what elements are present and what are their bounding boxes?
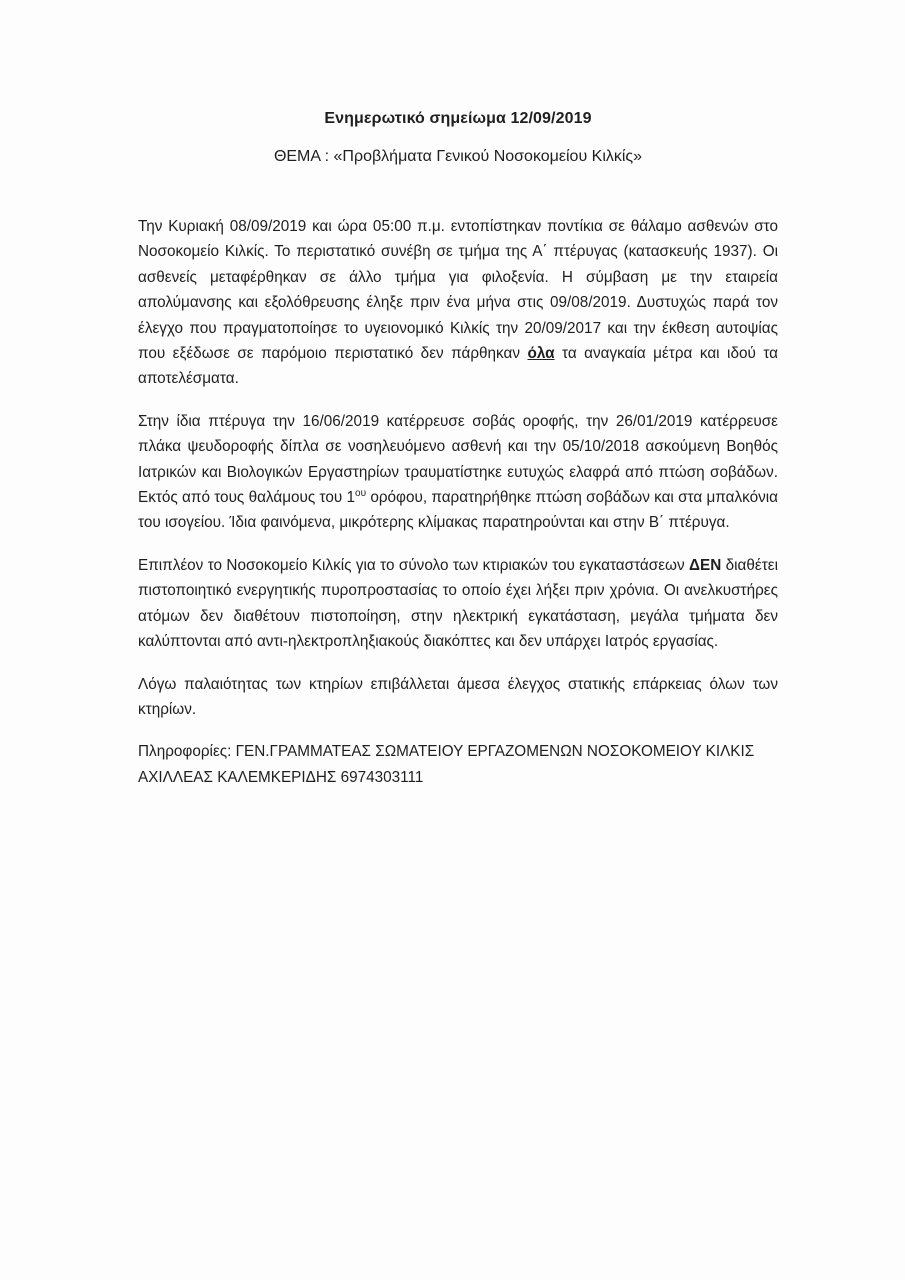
info-line-contact: ΑΧΙΛΛΕΑΣ ΚΑΛΕΜΚΕΡΙΔΗΣ 6974303111 <box>138 768 424 786</box>
paragraph-rodents <box>138 214 778 392</box>
document-subject: ΘΕΜΑ : «Προβλήματα Γενικού Νοσοκομείου Κιλκίς» <box>273 148 643 165</box>
document-title: Ενημερωτικό σημείωμα 12/09/2019 <box>324 110 592 127</box>
info-line-title: Πληροφορίες: ΓΕΝ.ΓΡΑΜΜΑΤΕΑΣ ΣΩΜΑΤΕΙΟΥ ΕΡΓΑΖΟΜΕΝΩΝ ΝΟΣΟΚΟΜΕΙΟΥ ΚΙΛΚΙΣ <box>138 743 755 761</box>
paragraph-rodents-text-b: τα αναγκαία μέτρα και ιδού τα αποτελέσματα. <box>138 345 778 388</box>
document-content <box>138 110 778 790</box>
paragraph-ceiling-text-a: Στην ίδια πτέρυγα την 16/06/2019 κατέρρευσε σοβάς οροφής, την 26/01/2019 κατέρρευσε πλάκα ψευδοροφής δίπλα σε νοσηλευόμενο ασθενή και την 05/10/2018 ασκούμενη Βοηθός Ιατρικών και Βιολογικών Εργαστηρίων τραυματίστηκε ευτυχώς ελαφρά από πτώση σοβάδων. Εκτός από τους θαλάμους του 1 <box>138 412 778 507</box>
ordinal-superscript: ου <box>355 487 367 499</box>
paragraph-ceiling-collapse <box>138 409 778 536</box>
paragraph-fire-text-b: διαθέτει πιστοποιητικό ενεργητικής πυροπροστασίας το οποίο έχει λήξει πριν χρόνια. Οι ανελκυστήρες ατόμων δεν διαθέτουν πιστοποίηση, στην ηλεκτρική εγκατάσταση, μεγάλα τμήματα δεν καλύπτονται από αντι-ηλεκτροπληξιακούς διακόπτες και δεν υπάρχει Ιατρός εργασίας. <box>138 556 778 651</box>
paragraph-fire-emphasis: ΔΕΝ <box>689 556 722 574</box>
paragraph-fire-text-a: Επιπλέον το Νοσοκομείο Κιλκίς για το σύνολο των κτιριακών του εγκαταστάσεων <box>138 556 689 574</box>
paragraph-fire-safety <box>138 553 778 655</box>
paragraph-ceiling-text-b: ορόφου, παρατηρήθηκε πτώση σοβάδων και στα μπαλκόνια του ισογείου. Ίδια φαινόμενα, μικρότερης κλίμακας παρατηρούνται και στην Β΄ πτέρυγα. <box>138 489 778 532</box>
paragraph-rodents-text-a: Την Κυριακή 08/09/2019 και ώρα 05:00 π.μ. εντοπίστηκαν ποντίκια σε θάλαμο ασθενών στο Νοσοκομείο Κιλκίς. Το περιστατικό συνέβη σε τμήμα της Α΄ πτέρυγας (κατασκευής 1937). Οι ασθενείς μεταφέρθηκαν σε άλλο τμήμα για φιλοξενία. Η σύμβαση με την εταιρεία απολύμανσης και εξολόθρευσης έληξε πριν ένα μήνα στις 09/08/2019. Δυστυχώς παρά τον έλεγχο που πραγματοποίησε το υγειονομικό Κιλκίς την 20/09/2017 και την έκθεση αυτοψίας που εξέδωσε σε παρόμοιο περιστατικό δεν πάρθηκαν <box>138 218 778 363</box>
paragraph-rodents-emphasis: όλα <box>527 345 555 363</box>
paragraph-structural-check: Λόγω παλαιότητας των κτηρίων επιβάλλεται άμεσα έλεγχος στατικής επάρκειας όλων των κτηρίων. <box>138 675 778 718</box>
